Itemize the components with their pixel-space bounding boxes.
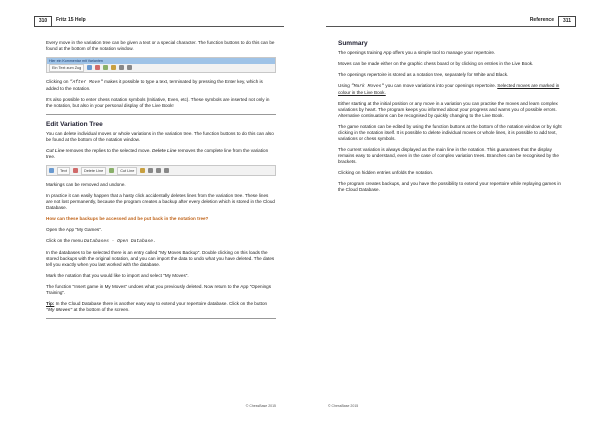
- toolbar-cut-line: Cut Line: [117, 167, 137, 175]
- text: Using: [338, 83, 352, 88]
- page-header: [326, 16, 576, 27]
- page-header: [34, 16, 284, 27]
- code-text: "Mark Moves": [351, 84, 385, 89]
- paragraph: The function "Insert game in My Moves" undoes what you previously deleted. Now return to the App "Openings Training".: [46, 284, 272, 295]
- screenshot-text-top: Hier ein Kommentar mit Varianten: [47, 58, 275, 64]
- section-heading: Edit Variation Tree: [46, 121, 103, 128]
- paragraph: In the databases to be selected there is an entry called "My Moves Backup". Double clicking on this loads the stored backups with the original notation, and you can import the data to undo what you have deleted. The dates tell you exactly when you last worked with the database.: [46, 250, 275, 267]
- paragraph: [46, 79, 276, 92]
- paragraph: [46, 148, 276, 160]
- paragraph: Markings can be removed and undone.: [46, 182, 126, 187]
- text-icon: [87, 65, 92, 70]
- page-number: 311: [558, 16, 576, 27]
- delete-line-icon: [95, 65, 100, 70]
- bold-term: "My Moves": [46, 307, 73, 312]
- header-title: Reference: [529, 17, 554, 23]
- chess-symbol-icon: [148, 168, 153, 173]
- page-footer: [326, 404, 576, 408]
- chess-symbol-icon: [119, 65, 124, 70]
- paragraph: Open the App "My Games".: [46, 227, 103, 232]
- header-title: Fritz 15 Help: [56, 17, 86, 23]
- code-text: "After Move": [69, 80, 103, 85]
- paragraph: [46, 301, 276, 313]
- underlined-text: Selected moves are marked in colour in the Live Book.: [338, 83, 560, 95]
- tip-label: Tip:: [46, 301, 55, 306]
- page-number: 310: [34, 16, 52, 27]
- footer-text: © ChessBase 2015: [328, 404, 359, 408]
- cut-line-icon: [109, 168, 114, 173]
- left-page: [34, 16, 284, 408]
- text: you can move variations into your openings repertoire.: [384, 83, 498, 88]
- paragraph: The openings repertoire is stored as a notation tree, separately for White and Black.: [338, 72, 509, 77]
- chess-symbol-icon: [156, 168, 161, 173]
- paragraph: It's also possible to enter chess notation symbols (Initiative, Even, etc). These symbols are inserted not only in the notation, but also in your personal display of the Live Book!: [46, 97, 270, 108]
- text: In the Cloud Database there is another easy way to extend your repertoire database. Click on the button: [54, 301, 268, 306]
- text: at the bottom of the screen.: [72, 307, 130, 312]
- paragraph: The current variation is always displayed as the main line in the notation. This guarantees that the display remains easy to understand, even in the case of complex variation trees. Branches can be recognised by the brackets.: [338, 147, 559, 164]
- paragraph: In practice it can easily happen that a hasty click accidentally deletes lines from the variation tree. These lines are not lost permanently, because the program creates a backup after every deletion which is stored in the Cloud Database.: [46, 193, 275, 210]
- paragraph: Either starting at the initial position or any move in a variation you can practise the moves and learn complex variations by heart. The program keeps you informed about your progress and warns you of possible errors. Alternative continuations can be recognised by quickly changing to the Live Book.: [338, 101, 558, 118]
- screenshot-toolbar: [47, 64, 275, 71]
- paragraph: The program creates backups, and you have the possibility to extend your repertoire while replaying games in the Cloud Database.: [338, 181, 561, 192]
- edit-toolbar-screenshot: [46, 165, 276, 176]
- text: makes it possible to type a text, terminated by pressing the Enter key, which is added to the notation.: [46, 79, 263, 91]
- right-body: [338, 40, 568, 198]
- screenshot-toolbar: [47, 166, 275, 175]
- toolbar-delete-line: Delete Line: [81, 167, 106, 175]
- code-text: Databases - Open Database.: [84, 239, 156, 244]
- delete-line-icon: [73, 168, 78, 173]
- paragraph: You can delete individual moves or whole variations in the variation tree. The function buttons to do this can also be found at the bottom of the notation window.: [46, 131, 274, 142]
- right-page: [326, 16, 576, 408]
- paragraph: The openings training App offers you a simple tool to manage your repertoire.: [338, 50, 496, 55]
- section-heading: Summary: [338, 40, 368, 47]
- text: Clicking on: [46, 79, 70, 84]
- screenshot-text-mid: Ein Text zum Zug: [49, 64, 84, 72]
- page-footer: [34, 404, 284, 408]
- chess-symbol-icon: [140, 168, 145, 173]
- cut-line-icon: [103, 65, 108, 70]
- question: How can these backups be accessed and be put back in the notation tree?: [46, 216, 209, 221]
- toolbar-text: Text: [57, 167, 70, 175]
- paragraph: Every move in the variation tree can be given a text or a special character. The function buttons to do this can be found at the bottom of the notation window.: [46, 40, 275, 51]
- footer-text: © ChessBase 2015: [245, 404, 276, 408]
- left-body: [46, 40, 276, 324]
- text: removes the complete line from the variation tree.: [46, 148, 269, 159]
- paragraph: Clicking on hidden entries unfolds the notation.: [338, 170, 434, 175]
- chess-symbol-icon: [111, 65, 116, 70]
- paragraph: The game notation can be edited by using the function buttons at the bottom of the notation window or by right clicking in the notation itself. It is possible to delete individual moves or whole lines, it is possible to add text, variations or chess symbols.: [338, 124, 562, 141]
- divider: [46, 114, 276, 115]
- paragraph: Moves can be made either on the graphic chess board or by clicking on entries in the Live Book.: [338, 61, 534, 66]
- text-icon: [49, 168, 54, 173]
- bold-term: Delete Line: [151, 148, 177, 153]
- divider: [46, 318, 276, 319]
- notation-text-screenshot: [46, 57, 276, 73]
- paragraph: [338, 83, 568, 96]
- paragraph: [46, 238, 276, 245]
- paragraph: Mark the notation that you would like to import and select "My Moves".: [46, 273, 189, 278]
- text: removes the replies to the selected move.: [64, 148, 152, 153]
- bold-term: Cut Line: [46, 148, 65, 153]
- text: Click on the menu: [46, 238, 85, 243]
- chess-symbol-icon: [164, 168, 169, 173]
- chess-symbol-icon: [127, 65, 132, 70]
